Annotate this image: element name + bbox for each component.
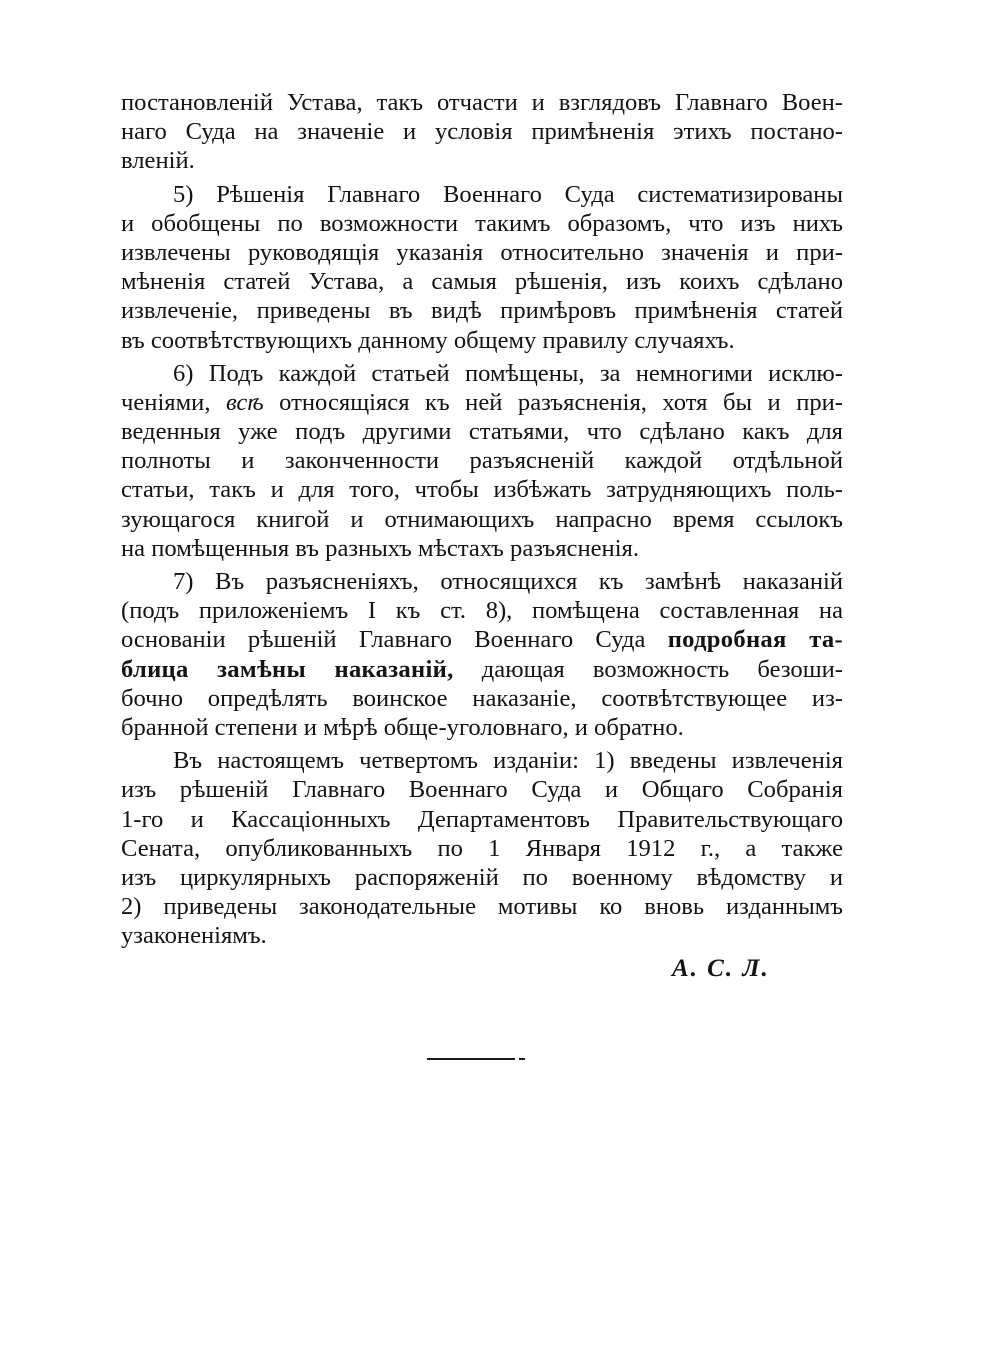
text-line: полноты и законченности разъясненій каждой отдѣльной (121, 447, 843, 475)
paragraph-5 (121, 180, 843, 355)
text-line: (подъ приложеніемъ I къ ст. 8), помѣщена составленная на (121, 597, 843, 625)
text-line: на помѣщенныя въ разныхъ мѣстахъ разъясненія. (121, 534, 640, 562)
bold-emphasis: подробная та- (667, 626, 843, 654)
text-segment: относящіяся къ ней разъясненія, хотя бы и при- (279, 388, 843, 416)
text-line: мѣненія статей Устава, а самыя рѣшенія, изъ коихъ сдѣлано (121, 268, 843, 296)
text-line: изъ рѣшеній Главнаго Военнаго Суда и Общаго Собранія (121, 776, 843, 804)
paragraph-edition-note (121, 746, 843, 950)
text-line: веденныя уже подъ другими статьями, что сдѣлано какъ для (121, 418, 843, 446)
text-line-mixed (121, 625, 843, 654)
paragraph-6 (121, 359, 843, 563)
text-line: Въ настоящемъ четвертомъ изданіи: 1) введены извлеченія (173, 747, 843, 775)
text-line-mixed (121, 655, 843, 684)
text-segment: основаніи рѣшеній Главнаго Военнаго Суда (121, 626, 646, 654)
closing-rule-tick (519, 1058, 525, 1060)
text-line: изъ циркулярныхъ распоряженій по военному вѣдомству и (121, 863, 843, 891)
body-text (121, 88, 843, 950)
text-line: бранной степени и мѣрѣ обще-уголовнаго, и обратно. (121, 713, 684, 741)
text-segment: дающая возможность безоши- (481, 655, 843, 683)
text-line: 6) Подъ каждой статьей помѣщены, за немногими исклю- (173, 359, 843, 387)
text-segment: ченіями, (121, 388, 211, 416)
bold-emphasis: блица замѣны наказаній, (121, 655, 454, 683)
italic-emphasis: всѣ (225, 388, 264, 416)
text-line: 7) Въ разъясненіяхъ, относящихся къ замѣнѣ наказаній (173, 568, 843, 595)
text-line: извлечены руководящія указанія относительно значенія и при- (121, 238, 843, 266)
text-line: зующагося книгой и отнимающихъ напрасно время ссылокъ (121, 505, 843, 533)
text-line: въ соотвѣтствующихъ данному общему правилу случаяхъ. (121, 326, 735, 354)
text-line: вленій. (121, 147, 195, 175)
text-line: и обобщены по возможности такимъ образомъ, что изъ нихъ (121, 209, 843, 237)
text-line: постановленій Устава, такъ отчасти и взглядовъ Главнаго Воен- (121, 89, 843, 116)
text-line: 2) приведены законодательные мотивы ко вновь изданнымъ (121, 893, 843, 921)
text-line: статьи, такъ и для того, чтобы избѣжать затрудняющихъ поль- (121, 476, 843, 504)
text-line: 1-го и Кассаціонныхъ Департаментовъ Правительствующаго (121, 805, 843, 833)
text-line: извлеченіе, приведены въ видѣ примѣровъ примѣненія статей (121, 297, 843, 325)
text-line: 5) Рѣшенія Главнаго Военнаго Суда систематизированы (173, 180, 843, 208)
text-line: Сената, опубликованныхъ по 1 Января 1912 г., а также (121, 834, 843, 862)
author-signature: А. С. Л. (672, 955, 770, 982)
text-line: бочно опредѣлять воинское наказаніе, соотвѣтствующее из- (121, 684, 843, 712)
paragraph-intro (121, 88, 843, 176)
text-line-mixed (121, 388, 843, 417)
text-line: наго Суда на значеніе и условія примѣненія этихъ постано- (121, 118, 843, 146)
text-line: узаконеніямъ. (121, 922, 267, 950)
paragraph-7 (121, 567, 843, 742)
closing-rule (427, 1058, 515, 1060)
